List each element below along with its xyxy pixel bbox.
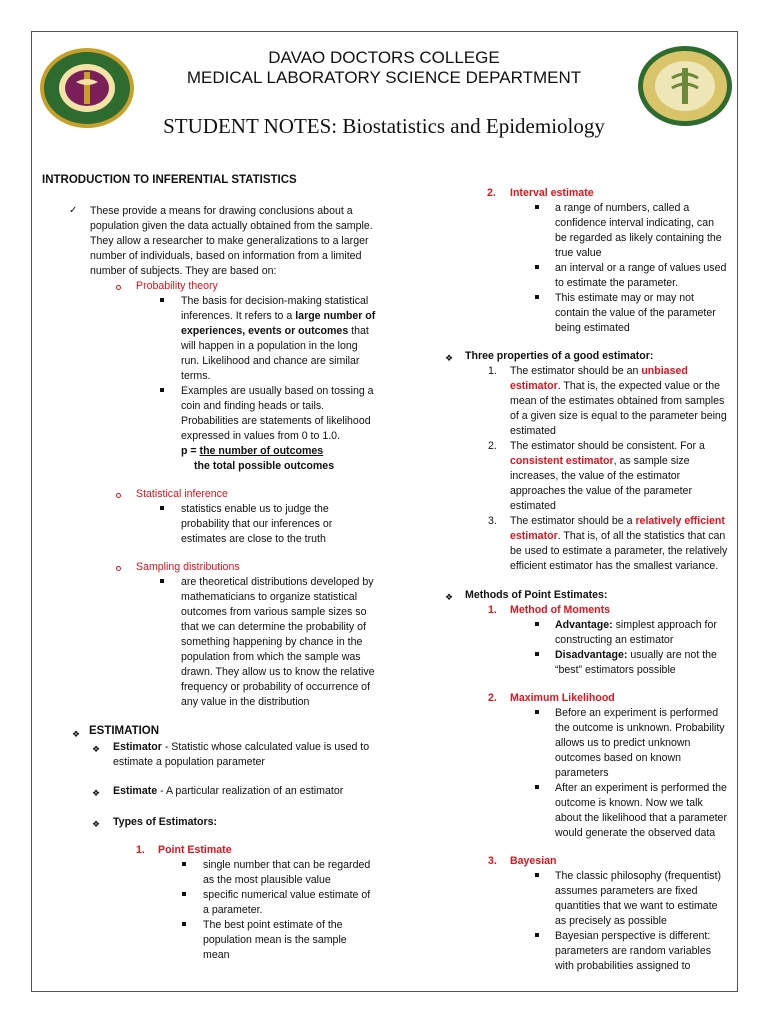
subheading-maximum-likelihood: Maximum Likelihood bbox=[510, 692, 615, 704]
diamond-bullet-icon: ❖ bbox=[445, 353, 454, 363]
square-bullet-icon bbox=[182, 892, 186, 896]
subheading-bayesian: Bayesian bbox=[510, 855, 557, 867]
square-bullet-icon bbox=[535, 710, 539, 714]
square-bullet-icon bbox=[182, 862, 186, 866]
probability-formula: p = the number of outcomes bbox=[181, 445, 324, 457]
diamond-bullet-icon: ❖ bbox=[445, 592, 454, 602]
section-heading-inferential: INTRODUCTION TO INFERENTIAL STATISTICS bbox=[42, 174, 297, 186]
square-bullet-icon bbox=[160, 298, 164, 302]
square-bullet-icon bbox=[535, 622, 539, 626]
square-bullet-icon bbox=[535, 265, 539, 269]
subheading-point-estimate: Point Estimate bbox=[158, 844, 232, 856]
section-heading-estimation: ESTIMATION bbox=[89, 725, 160, 737]
heading-good-estimator: Three properties of a good estimator: bbox=[465, 350, 654, 362]
diamond-bullet-icon: ❖ bbox=[72, 729, 81, 739]
square-bullet-icon bbox=[160, 506, 164, 510]
square-bullet-icon bbox=[182, 922, 186, 926]
subheading-interval-estimate: Interval estimate bbox=[510, 187, 594, 199]
diamond-bullet-icon: ❖ bbox=[92, 788, 101, 798]
subheading-sampling-distributions: Sampling distributions bbox=[136, 561, 240, 573]
square-bullet-icon bbox=[160, 579, 164, 583]
square-bullet-icon bbox=[535, 295, 539, 299]
college-name: DAVAO DOCTORS COLLEGE bbox=[268, 48, 500, 67]
subheading-statistical-inference: Statistical inference bbox=[136, 488, 228, 500]
checkmark-icon: ✓ bbox=[69, 205, 78, 216]
heading-methods-point-estimates: Methods of Point Estimates: bbox=[465, 589, 608, 601]
department-name: MEDICAL LABORATORY SCIENCE DEPARTMENT bbox=[186, 68, 582, 87]
square-bullet-icon bbox=[535, 933, 539, 937]
subheading-method-of-moments: Method of Moments bbox=[510, 604, 611, 616]
diamond-bullet-icon: ❖ bbox=[92, 819, 101, 829]
square-bullet-icon bbox=[535, 785, 539, 789]
square-bullet-icon bbox=[535, 873, 539, 877]
circle-bullet-icon bbox=[116, 285, 121, 290]
circle-bullet-icon bbox=[116, 566, 121, 571]
square-bullet-icon bbox=[535, 652, 539, 656]
page-title: STUDENT NOTES: Biostatistics and Epidemiology bbox=[163, 114, 605, 138]
diamond-bullet-icon: ❖ bbox=[92, 744, 101, 754]
square-bullet-icon bbox=[160, 388, 164, 392]
subheading-probability-theory: Probability theory bbox=[136, 280, 218, 292]
square-bullet-icon bbox=[535, 205, 539, 209]
circle-bullet-icon bbox=[116, 493, 121, 498]
